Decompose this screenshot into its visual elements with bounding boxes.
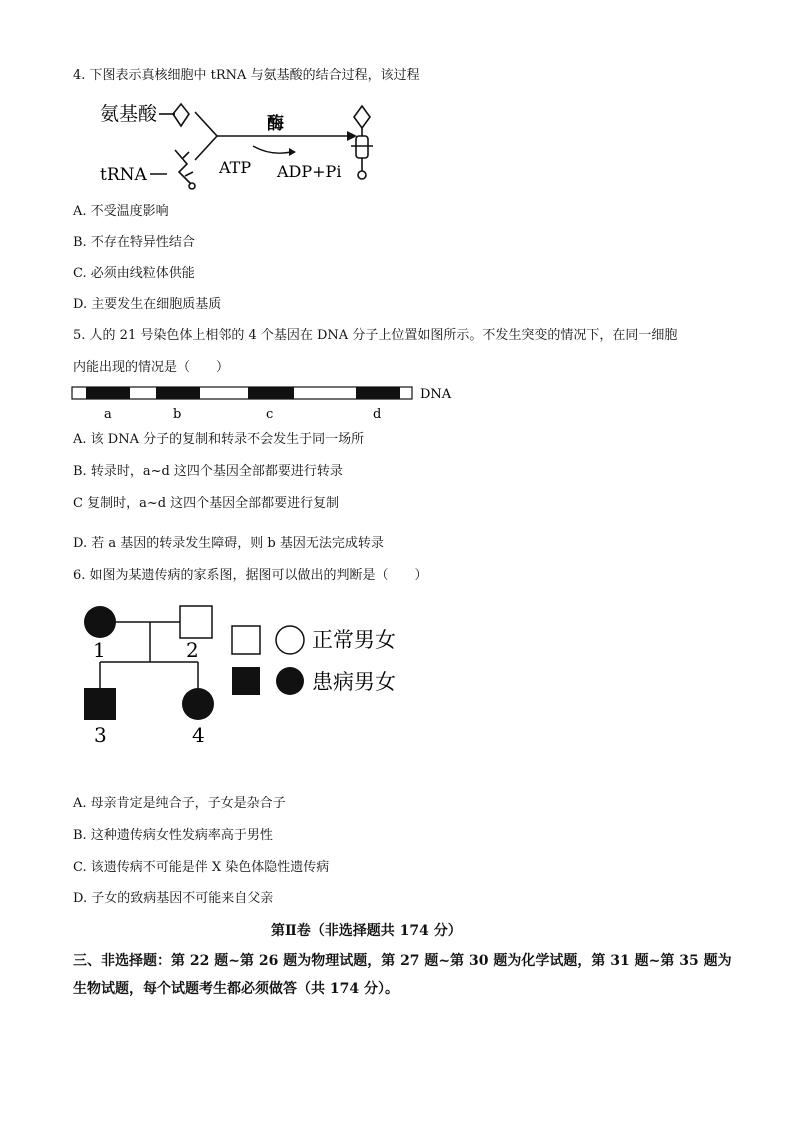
individual-2-normal-male-icon (180, 606, 212, 638)
q4-stem: 4. 下图表示真核细胞中 tRNA 与氨基酸的结合过程，该过程 (73, 68, 420, 83)
legend-normal-female-icon (276, 626, 304, 654)
legend-affected-label: 患病男女 (312, 670, 396, 694)
section2-description: 三、非选择题：第 22 题~第 26 题为物理试题，第 27 题~第 30 题为化学试题，第 31 题~第 35 题为生物试题，每个试题考生都必须做答（共 174 分）。 (73, 953, 732, 997)
gene-d-label: d (373, 407, 382, 422)
amino-acid-label: 氨基酸 (100, 103, 158, 125)
atp-curve-arrow (253, 146, 291, 153)
q4-option-a[interactable]: A. 不受温度影响 (73, 204, 169, 219)
q4-option-c[interactable]: C. 必须由线粒体供能 (73, 266, 195, 281)
q6-option-b[interactable]: B. 这种遗传病女性发病率高于男性 (73, 828, 273, 843)
reaction-branch (195, 112, 217, 160)
pedigree-chart (74, 600, 414, 752)
gene-d-block (356, 387, 400, 399)
q5-option-d[interactable]: D. 若 a 基因的转录发生障碍，则 b 基因无法完成转录 (73, 536, 384, 551)
amino-acid-diamond (173, 104, 189, 126)
gene-b-label: b (173, 407, 182, 422)
dna-label: DNA (420, 387, 452, 402)
individual-4-affected-female-icon (182, 688, 214, 720)
individual-1-affected-female-icon (84, 606, 116, 638)
atp-label: ATP (219, 158, 252, 177)
q6-option-a[interactable]: A. 母亲肯定是纯合子，子女是杂合子 (73, 796, 286, 811)
q6-option-d[interactable]: D. 子女的致病基因不可能来自父亲 (73, 891, 274, 906)
trna-aminoacid-diagram (95, 98, 395, 190)
products-label: ADP+Pi (277, 162, 342, 181)
q5-stem-line2: 内能出现的情况是（ ） (73, 360, 230, 375)
q5-option-a[interactable]: A. 该 DNA 分子的复制和转录不会发生于同一场所 (73, 432, 365, 447)
atp-curve-arrowhead (289, 148, 296, 156)
gene-a-block (86, 387, 130, 399)
individual-3-label: 3 (94, 723, 107, 747)
q4-option-d[interactable]: D. 主要发生在细胞质基质 (73, 297, 222, 312)
gene-c-label: c (266, 407, 274, 422)
gene-c-block (248, 387, 294, 399)
individual-3-affected-male-icon (84, 688, 116, 720)
q5-option-c[interactable]: C 复制时，a~d 这四个基因全部都要进行复制 (73, 496, 340, 511)
gene-b-block (156, 387, 200, 399)
enzyme-label: 酶 (267, 114, 284, 134)
charged-trna-icon (351, 106, 373, 179)
individual-1-label: 1 (93, 638, 106, 662)
legend-normal-label: 正常男女 (312, 628, 396, 652)
section2-title: 第Ⅱ卷（非选择题共 174 分） (271, 923, 462, 939)
dna-gene-diagram (70, 384, 460, 424)
q6-option-c[interactable]: C. 该遗传病不可能是伴 X 染色体隐性遗传病 (73, 860, 330, 875)
q5-stem-line1: 5. 人的 21 号染色体上相邻的 4 个基因在 DNA 分子上位置如图所示。不发生突变的情况下，在同一细胞 (73, 328, 678, 343)
individual-4-label: 4 (192, 723, 205, 747)
legend-normal-male-icon (232, 626, 260, 654)
legend-affected-male-icon (232, 667, 260, 695)
gene-a-label: a (104, 407, 112, 422)
trna-label: tRNA (100, 165, 147, 185)
legend-affected-female-icon (276, 667, 304, 695)
q6-stem: 6. 如图为某遗传病的家系图，据图可以做出的判断是（ ） (73, 568, 428, 583)
q4-option-b[interactable]: B. 不存在特异性结合 (73, 235, 195, 250)
q5-option-b[interactable]: B. 转录时，a~d 这四个基因全部都要进行转录 (73, 464, 343, 479)
individual-2-label: 2 (186, 638, 199, 662)
trna-cloverleaf-icon (175, 150, 195, 189)
